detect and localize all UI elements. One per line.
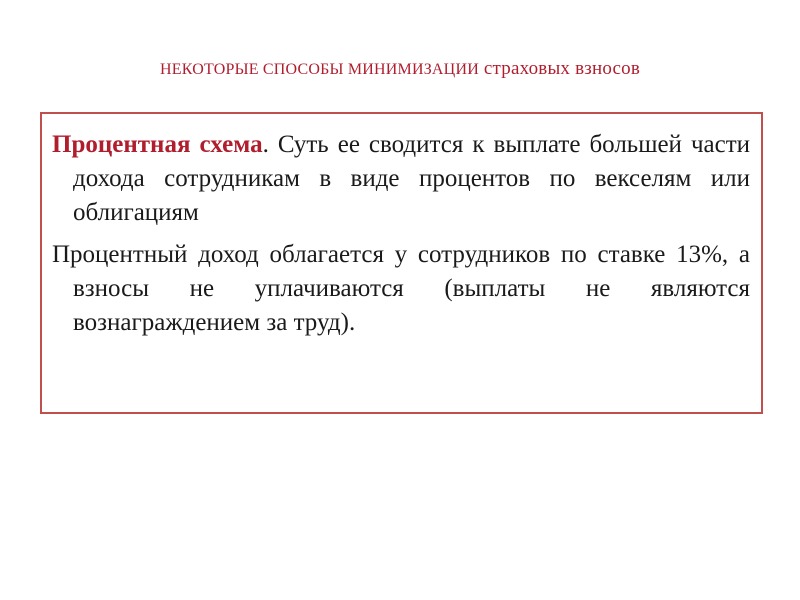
- slide-title-rest: страховых взносов: [483, 58, 640, 79]
- paragraph-interest-income: [52, 238, 750, 340]
- paragraph-interest-scheme: [52, 128, 750, 230]
- slide-title-caps: НЕКОТОРЫЕ СПОСОБЫ МИНИМИЗАЦИИ: [160, 61, 479, 78]
- slide-title: [0, 58, 800, 80]
- paragraph-interest-scheme-text: . Суть ее сводится к выплате большей части дохода сотрудникам в виде процентов по векселям или облигациям: [73, 131, 751, 226]
- content-box: [40, 112, 763, 414]
- term-interest-scheme: Процентная схема: [52, 131, 263, 158]
- paragraph-interest-income-text: Процентный доход облагается у сотрудников по ставке 13%, а взносы не уплачиваются (выплаты не являются вознаграждением за труд).: [52, 241, 750, 336]
